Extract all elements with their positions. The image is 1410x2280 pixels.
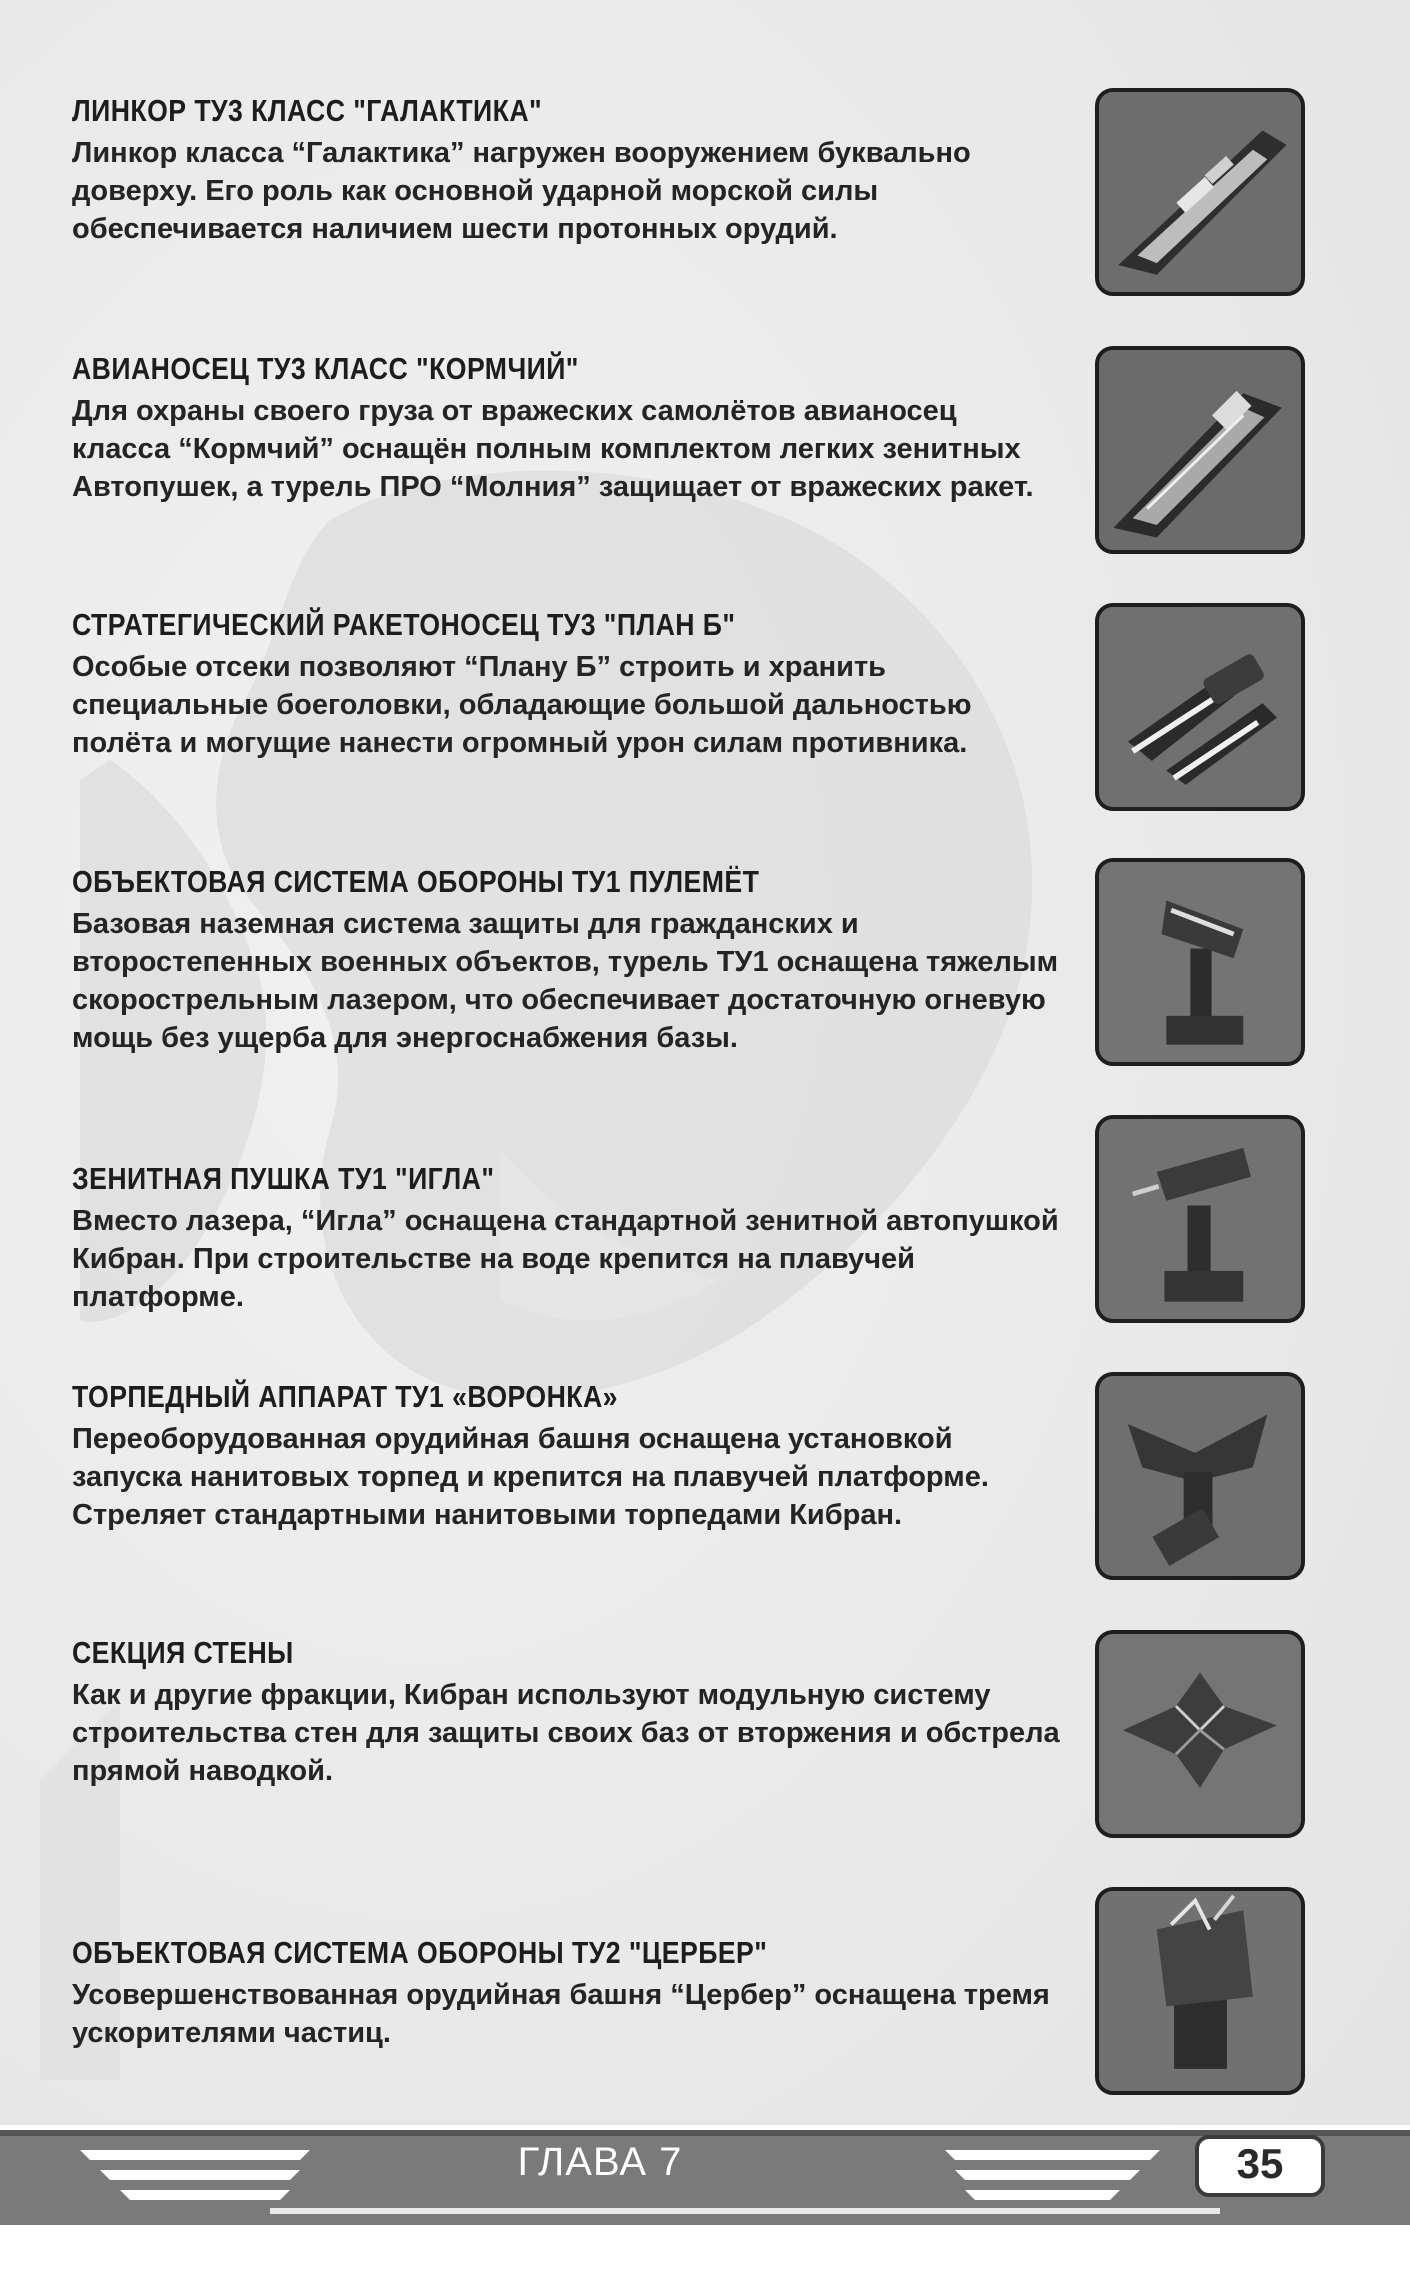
entry-title: ТОРПЕДНЫЙ АППАРАТ ТУ1 «ВОРОНКА» (72, 1379, 618, 1414)
torpedo-launcher-image (1095, 1372, 1305, 1580)
entry-battleship (72, 92, 1062, 248)
entry-title: ЛИНКОР ТУ3 КЛАСС "ГАЛАКТИКА" (72, 93, 543, 128)
entry-description: Особые отсеки позволяют “Плану Б” строить и хранить специальные боеголовки, обладающие большой дальностью полёта и могущие нанести огромный урон силам противника. (72, 651, 972, 759)
entry-wall-section (72, 1634, 1062, 1790)
entry-title: СТРАТЕГИЧЕСКИЙ РАКЕТОНОСЕЦ ТУ3 "ПЛАН Б" (72, 607, 736, 642)
entry-missile-carrier (72, 606, 1062, 762)
carrier-image (1095, 346, 1305, 554)
aa-gun-image (1095, 1115, 1305, 1323)
entry-aa-gun (72, 1160, 1062, 1316)
entry-description: Как и другие фракции, Кибран используют модульную систему строительства стен для защиты своих баз от вторжения и обстрела прямой наводкой. (72, 1679, 1060, 1787)
entry-turret-machine-gun (72, 863, 1062, 1057)
entry-description: Линкор класса “Галактика” нагружен вооружением буквально доверху. Его роль как основной ударной морской силы обеспечивается наличием шести протонных орудий. (72, 137, 971, 245)
entry-description: Вместо лазера, “Игла” оснащена стандартной зенитной автопушкой Кибран. При строительстве на воде крепится на плавучей платформе. (72, 1205, 1059, 1313)
entry-carrier (72, 350, 1062, 506)
entry-torpedo-launcher (72, 1378, 1062, 1534)
wall-section-image (1095, 1630, 1305, 1838)
entry-description: Усовершенствованная орудийная башня “Цербер” оснащена тремя ускорителями частиц. (72, 1979, 1050, 2049)
entry-description: Для охраны своего груза от вражеских самолётов авианосец класса “Кормчий” оснащён полным комплектом легких зенитных Автопушек, а турель ПРО “Молния” защищает от вражеских ракет. (72, 395, 1034, 503)
entry-turret-cerber (72, 1934, 1062, 2052)
entry-title: АВИАНОСЕЦ ТУ3 КЛАСС "КОРМЧИЙ" (72, 351, 579, 386)
turret-cerber-image (1095, 1887, 1305, 2095)
chapter-label: ГЛАВА 7 (517, 2140, 683, 2184)
page-number: 35 (1236, 2140, 1284, 2187)
battleship-image (1095, 88, 1305, 296)
entry-title: ЗЕНИТНАЯ ПУШКА ТУ1 "ИГЛА" (72, 1161, 495, 1196)
entry-title: ОБЪЕКТОВАЯ СИСТЕМА ОБОРОНЫ ТУ2 "ЦЕРБЕР" (72, 1935, 768, 1970)
entry-description: Базовая наземная система защиты для гражданских и второстепенных военных объектов, турель ТУ1 оснащена тяжелым скорострельным лазером, что обеспечивает достаточную огневую мощь без ущерба для энергоснабжения базы. (72, 908, 1059, 1054)
entry-description: Переоборудованная орудийная башня оснащена установкой запуска нанитовых торпед и крепится на плавучей платформе. Стреляет стандартными нанитовыми торпедами Кибран. (72, 1423, 989, 1531)
turret-machine-gun-image (1095, 858, 1305, 1066)
entry-title: СЕКЦИЯ СТЕНЫ (72, 1635, 294, 1670)
entry-title: ОБЪЕКТОВАЯ СИСТЕМА ОБОРОНЫ ТУ1 ПУЛЕМЁТ (72, 864, 760, 899)
missile-carrier-image (1095, 603, 1305, 811)
